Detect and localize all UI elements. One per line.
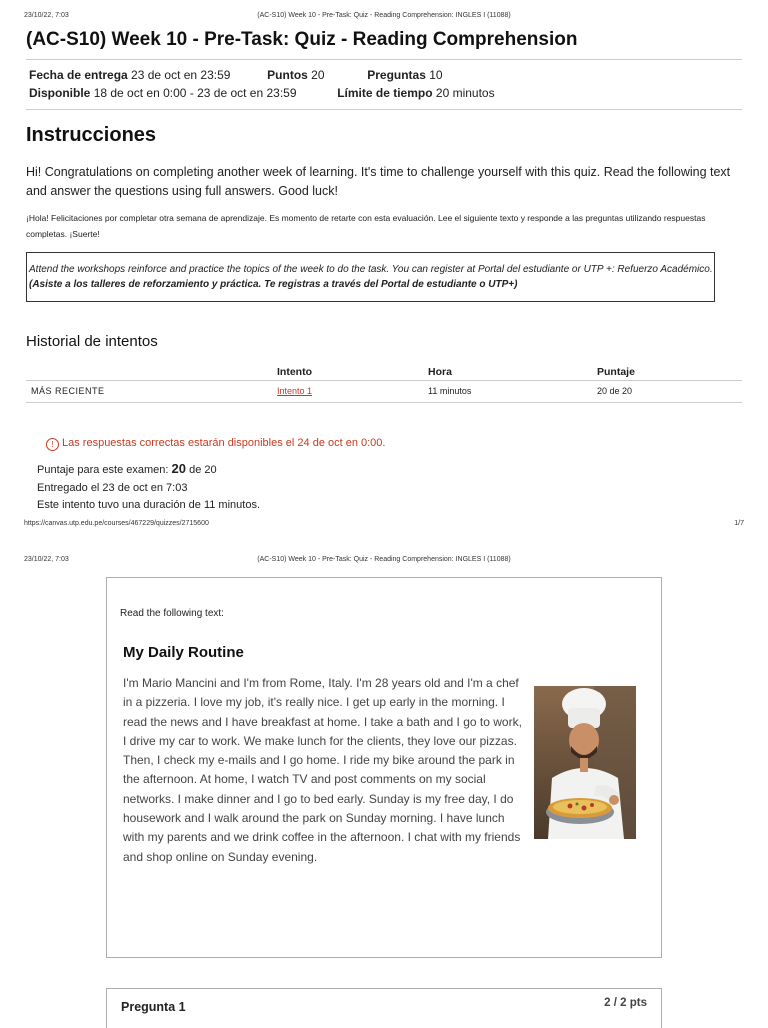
col-header-attempt: Intento bbox=[277, 366, 312, 378]
due-label: Fecha de entrega bbox=[29, 68, 128, 82]
score-suffix: de 20 bbox=[189, 464, 217, 476]
warning-text: Las respuestas correctas estarán disponibles el 24 de oct en 0:00. bbox=[62, 437, 386, 449]
print-title: (AC-S10) Week 10 - Pre-Task: Quiz - Reading Comprehension: INGLES I (11088) bbox=[257, 556, 511, 563]
result-summary bbox=[37, 460, 260, 515]
quiz-meta-row-2 bbox=[29, 86, 499, 100]
question-card bbox=[106, 988, 662, 1028]
workshop-notice bbox=[26, 252, 715, 302]
print-page-number: 1/7 bbox=[734, 520, 744, 527]
reading-card bbox=[106, 577, 662, 958]
col-header-score: Puntaje bbox=[597, 366, 635, 378]
attempt-link[interactable]: Intento 1 bbox=[277, 386, 313, 396]
available-value: 18 de oct en 0:00 - 23 de oct en 23:59 bbox=[93, 86, 297, 100]
table-row bbox=[26, 380, 742, 403]
time-limit-value: 20 minutos bbox=[435, 86, 495, 100]
submitted-line: Entregado el 23 de oct en 7:03 bbox=[37, 481, 188, 494]
points-value: 20 bbox=[311, 68, 325, 82]
time-limit-label: Límite de tiempo bbox=[337, 86, 433, 100]
score-prefix: Puntaje para este examen: bbox=[37, 464, 169, 476]
points-label: Puntos bbox=[267, 68, 308, 82]
duration-line: Este intento tuvo una duración de 11 minutos. bbox=[37, 499, 260, 511]
due-value: 23 de oct en 23:59 bbox=[131, 68, 231, 82]
divider bbox=[26, 59, 742, 60]
print-date: 23/10/22, 7:03 bbox=[24, 12, 69, 19]
instructions-english: Hi! Congratulations on completing another week of learning. It's time to challenge yourself with this quiz. Read the following text and answer the questions using full answers. Good luck! bbox=[26, 165, 731, 198]
reading-story: I'm Mario Mancini and I'm from Rome, Italy. I'm 28 years old and I'm a chef in a pizzeria. I love my job, it's really nice. I get up early in the morning. I read the news and I have breakfast at home. I take a bath and I go to work, I drive my car to work. We make lunch for the clients, they love our pizzas. Then, I check my e-mails and I go home. I ride my bike around the park in the afternoon. At home, I watch TV and post comments on my social networks. I make dinner and I go to bed early. Sunday is my free day, I do housework and I walk around the park on Sunday morning. I have lunch with my parents and we drink coffee in the afternoon. I chat with my friends and shop online on Sunday evening. bbox=[123, 676, 522, 864]
notice-italic-text: Attend the workshops reinforce and practice the topics of the week to do the task. You can register at Portal del estudiante or UTP +: Refuerzo Académico. bbox=[29, 264, 713, 275]
history-table-header bbox=[26, 362, 742, 381]
attempt-score: 20 de 20 bbox=[597, 386, 633, 396]
attempt-time: 11 minutos bbox=[428, 386, 472, 396]
question-points: 2 / 2 pts bbox=[604, 997, 647, 1009]
instructions-spanish: ¡Hola! Felicitaciones por completar otra semana de aprendizaje. Es momento de retarte con esta evaluación. Lee el siguiente texto y responde a las preguntas utilizando respuestas completas. ¡Suerte! bbox=[26, 213, 706, 239]
row-label: MÁS RECIENTE bbox=[31, 386, 105, 396]
questions-value: 10 bbox=[429, 68, 443, 82]
print-date: 23/10/22, 7:03 bbox=[24, 556, 69, 563]
reading-title: My Daily Routine bbox=[123, 644, 244, 661]
instructions-heading: Instrucciones bbox=[26, 124, 157, 146]
history-heading: Historial de intentos bbox=[26, 333, 158, 350]
answers-warning bbox=[46, 437, 385, 451]
col-header-time: Hora bbox=[428, 366, 452, 378]
print-url: https://canvas.utp.edu.pe/courses/467229/quizzes/2715600 bbox=[24, 520, 209, 527]
quiz-meta-row-1 bbox=[29, 68, 447, 82]
notice-bold-text: (Asiste a los talleres de reforzamiento y práctica. Te registras a través del Portal de estudiante o UTP+) bbox=[29, 279, 518, 290]
print-title: (AC-S10) Week 10 - Pre-Task: Quiz - Reading Comprehension: INGLES I (11088) bbox=[257, 12, 511, 19]
divider bbox=[26, 109, 742, 110]
question-label: Pregunta 1 bbox=[121, 1000, 186, 1014]
score-value: 20 bbox=[171, 461, 187, 476]
reading-intro: Read the following text: bbox=[120, 608, 224, 619]
score-line bbox=[37, 460, 260, 480]
available-label: Disponible bbox=[29, 86, 91, 100]
warning-icon: ! bbox=[46, 438, 59, 451]
questions-label: Preguntas bbox=[367, 68, 426, 82]
chef-photo bbox=[534, 686, 636, 839]
quiz-title: (AC-S10) Week 10 - Pre-Task: Quiz - Reading Comprehension bbox=[26, 29, 578, 50]
